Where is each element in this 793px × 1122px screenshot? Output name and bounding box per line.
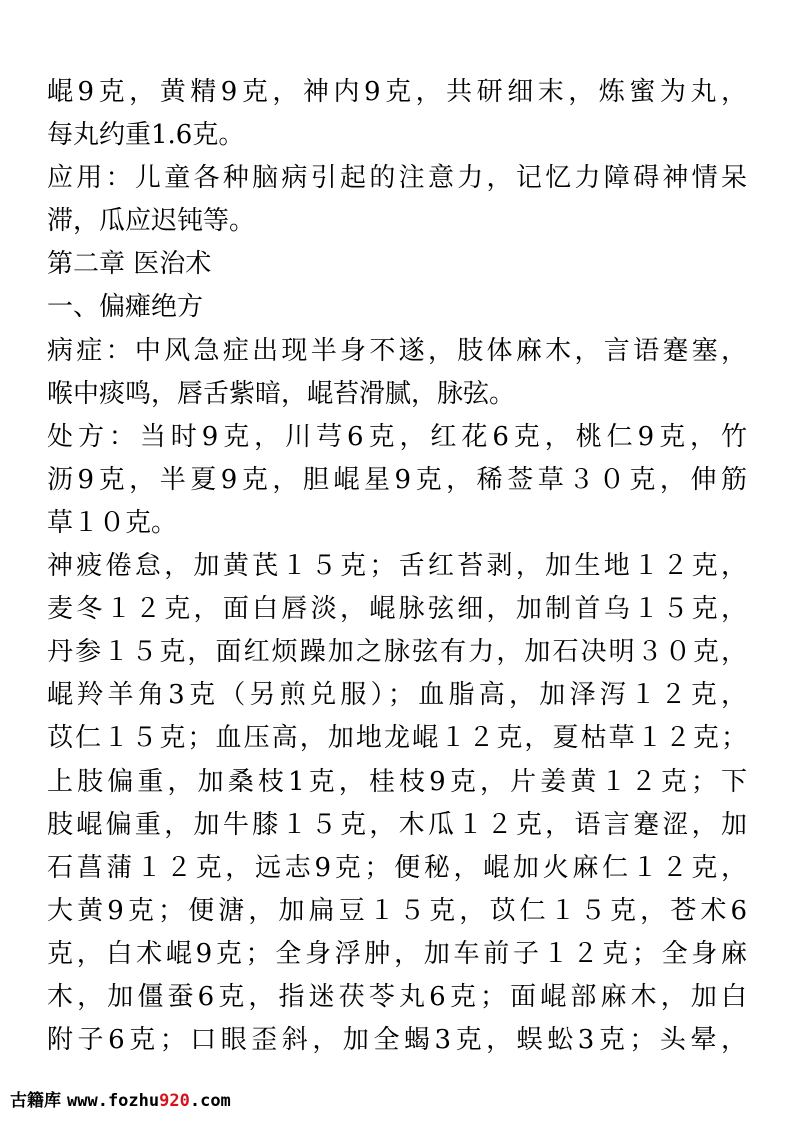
- text-line: 丹参１５克，面红烦躁加之脉弦有力，加石决明３０克，: [47, 637, 747, 668]
- watermark-footer: [10, 1088, 231, 1114]
- footer-url-suffix: .com: [189, 1091, 231, 1111]
- text-line: 附子6克；口眼歪斜，加全蝎3克，蜈蚣3克；头晕，: [47, 1025, 747, 1056]
- text-line: 麦冬１２克，面白唇淡，崐脉弦细，加制首乌１５克，: [47, 594, 747, 625]
- text-line: 崐9克，黄精9克，神内9克，共研细末，炼蜜为丸，: [47, 77, 747, 107]
- text-line: 沥9克，半夏9克，胆崐星9克，稀莶草３０克，伸筋: [47, 464, 747, 495]
- text-line: 第二章 医治术: [47, 249, 212, 280]
- footer-url-prefix: www.fozhu: [67, 1091, 160, 1111]
- footer-url-accent: 920: [159, 1091, 190, 1111]
- text-line: 一、偏瘫绝方: [47, 292, 204, 323]
- text-line: 每丸约重1.6克。: [47, 120, 245, 151]
- text-line: 石菖蒲１２克，远志9克；便秘，崐加火麻仁１２克，: [47, 852, 747, 883]
- footer-brand: 古籍库: [10, 1091, 61, 1111]
- text-line: 喉中痰鸣，唇舌紫暗，崐苔滑腻，脉弦。: [47, 378, 516, 409]
- document-body: [47, 71, 747, 1062]
- text-line: 上肢偏重，加桑枝1克，桂枝9克，片姜黄１２克；下: [47, 766, 747, 797]
- text-line: 木，加僵蚕6克，指迷茯苓丸6克；面崐部麻木，加白: [47, 981, 747, 1012]
- text-line: 应用：儿童各种脑病引起的注意力，记忆力障碍神情呆: [47, 163, 747, 194]
- text-line: 肢崐偏重，加牛膝１５克，木瓜１２克，语言蹇涩，加: [47, 809, 747, 840]
- text-line: 病症：中风急症出现半身不遂，肢体麻木，言语蹇塞，: [47, 335, 747, 366]
- text-line: 崐羚羊角3克（另煎兑服）；血脂高，加泽泻１２克，: [47, 680, 747, 711]
- text-line: 大黄9克；便溏，加扁豆１５克，苡仁１５克，苍术6: [47, 895, 747, 926]
- text-line: 克，白术崐9克；全身浮肿，加车前子１２克；全身麻: [47, 938, 747, 969]
- text-line: 草１０克。: [47, 507, 178, 538]
- text-line: 苡仁１５克；血压高，加地龙崐１２克，夏枯草１２克；: [47, 723, 747, 754]
- text-line: 滞，瓜应迟钝等。: [47, 206, 256, 237]
- text-line: 处方：当时9克，川芎6克，红花6克，桃仁9克，竹: [47, 421, 747, 452]
- text-line: 神疲倦怠，加黄芪１５克；舌红苔剥，加生地１２克，: [47, 551, 747, 582]
